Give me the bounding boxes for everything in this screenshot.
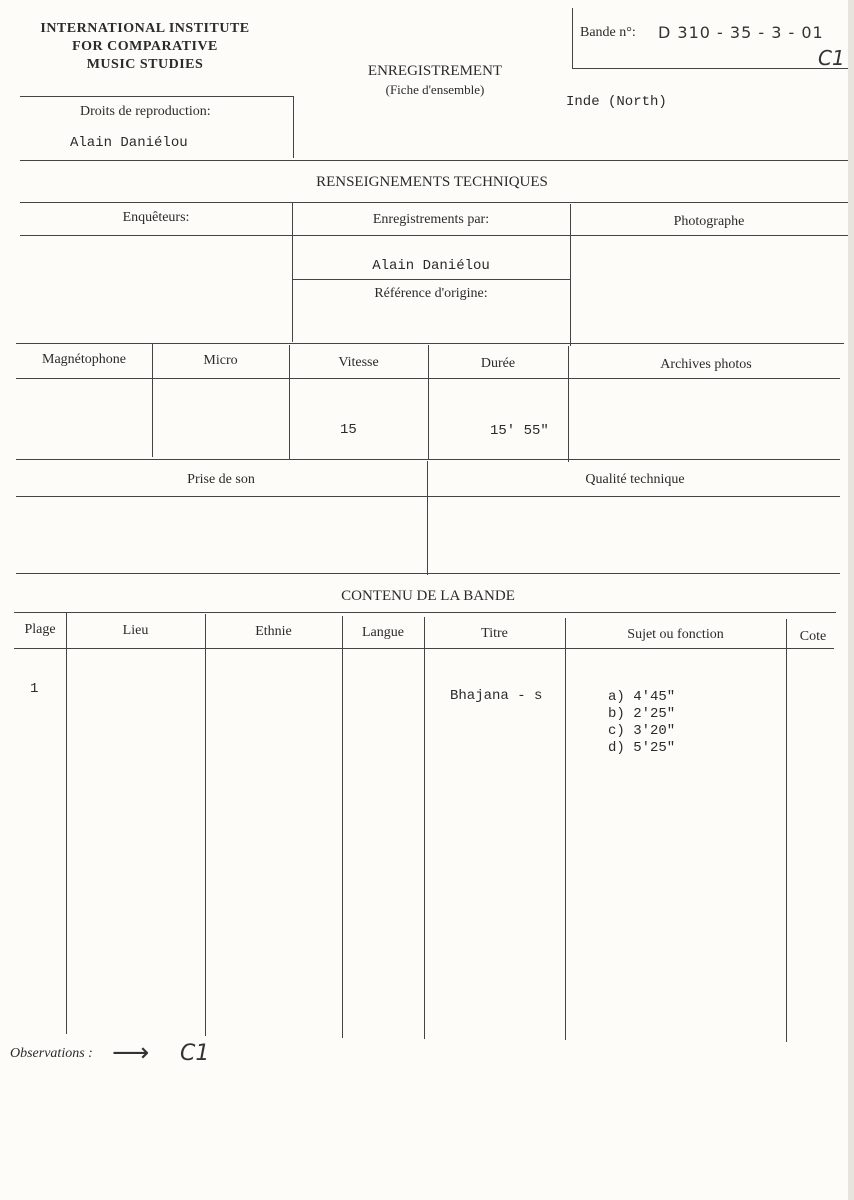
photographe-label: Photographe (673, 214, 745, 229)
divider (20, 202, 848, 203)
form-title: ENREGISTREMENT (367, 63, 503, 79)
droits-value: Alain Daniélou (70, 135, 188, 151)
divider (14, 648, 834, 649)
sujet-item: a) 4'45" (608, 689, 676, 705)
column-header-lieu: Lieu (122, 623, 149, 638)
prise-label: Prise de son (187, 472, 255, 487)
institute-line: INTERNATIONAL INSTITUTE (40, 21, 250, 36)
column-divider (424, 617, 425, 1039)
divider (292, 279, 570, 280)
page-edge-shadow (848, 0, 854, 1200)
enregistrements-value: Alain Daniélou (372, 258, 490, 274)
droits-box-right (293, 96, 294, 158)
column-header-langue: Langue (362, 625, 404, 640)
divider (16, 343, 844, 344)
divider (16, 496, 840, 497)
divider (14, 612, 836, 613)
bande-label: Bande n°: (580, 25, 636, 40)
column-header-titre: Titre (481, 626, 508, 641)
column-divider (565, 618, 566, 1040)
column-divider (786, 619, 787, 1042)
sujet-item: d) 5'25" (608, 740, 676, 756)
institute-line: FOR COMPARATIVE (72, 39, 218, 54)
duree-value: 15' 55" (490, 423, 549, 439)
column-header-ethnie: Ethnie (255, 624, 292, 639)
divider (20, 235, 848, 236)
column-header-cote: Cote (799, 629, 827, 644)
institute-name (18, 20, 272, 74)
archives-label: Archives photos (660, 357, 752, 372)
contents-section-title: CONTENU DE LA BANDE (341, 588, 515, 604)
observations-label: Observations : (10, 1046, 93, 1061)
reference-label: Référence d'origine: (374, 286, 488, 301)
micro-label: Micro (203, 353, 238, 368)
droits-box-top (20, 96, 294, 97)
column-divider (205, 614, 206, 1036)
vitesse-label: Vitesse (338, 355, 379, 370)
bande-number: D 310 - 35 - 3 - 01 (658, 23, 824, 42)
column-divider (342, 616, 343, 1038)
magnetophone-label: Magnétophone (42, 352, 126, 367)
divider (16, 378, 840, 379)
bande-box-bottom (572, 68, 848, 69)
column-divider (66, 612, 67, 1034)
country-value: Inde (North) (566, 94, 667, 110)
qualite-label: Qualité technique (585, 472, 685, 487)
plage-value: 1 (30, 681, 39, 697)
enqueteurs-label: Enquêteurs: (122, 210, 190, 225)
sujet-item: c) 3'20" (608, 723, 676, 739)
column-header-sujet: Sujet ou fonction (627, 627, 724, 642)
divider (16, 573, 840, 574)
sujet-list (608, 689, 675, 757)
divider (16, 459, 840, 460)
vitesse-value: 15 (340, 422, 357, 438)
form-subtitle: (Fiche d'ensemble) (385, 82, 485, 97)
bande-box-left (572, 8, 573, 68)
bande-handwritten-code: C1 (818, 46, 845, 70)
observations-value: C1 (180, 1041, 210, 1066)
duree-label: Durée (480, 356, 516, 371)
arrow-icon: ⟶ (112, 1038, 150, 1068)
droits-label: Droits de reproduction: (80, 104, 211, 119)
enregistrements-label: Enregistrements par: (372, 212, 490, 227)
institute-line: MUSIC STUDIES (86, 57, 204, 72)
technical-section-title: RENSEIGNEMENTS TECHNIQUES (316, 174, 548, 190)
divider (20, 160, 848, 161)
sujet-item: b) 2'25" (608, 706, 676, 722)
column-header-plage: Plage (24, 622, 56, 637)
titre-value: Bhajana - s (450, 688, 543, 704)
